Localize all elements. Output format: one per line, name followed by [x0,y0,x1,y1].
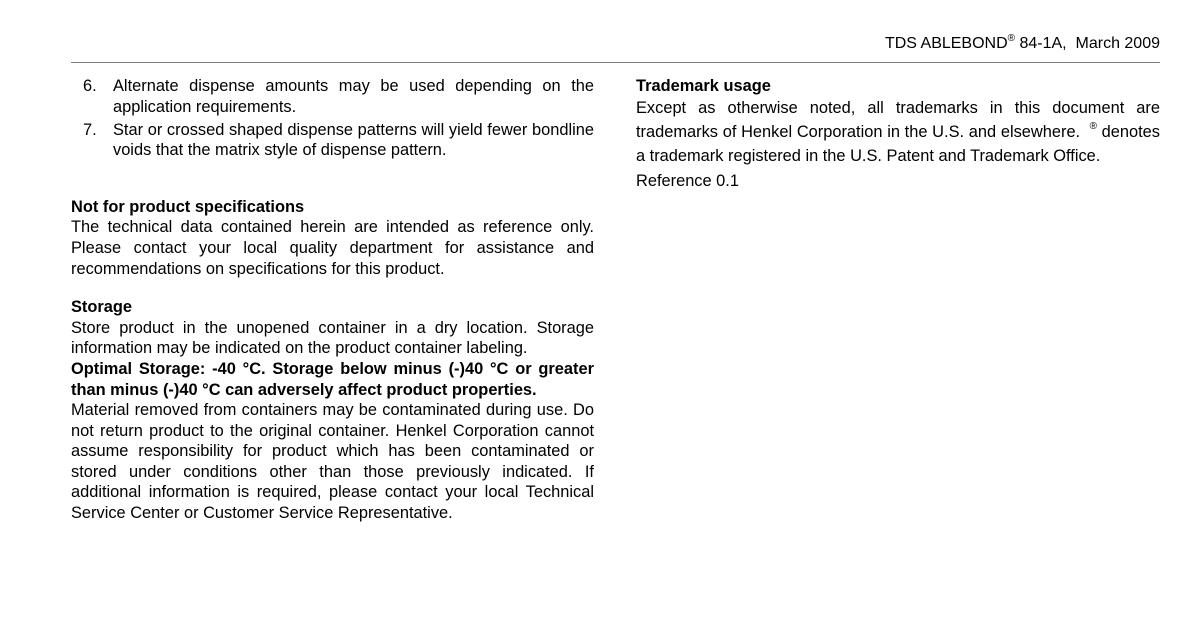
list-item [71,76,594,117]
right-column [636,76,1165,193]
list-item-number: 7. [83,120,97,139]
list-item-number: 6. [83,77,97,95]
spec-heading: Not for product specifications [71,197,305,216]
trademark-text [636,96,1165,169]
list-item-text: Star or crossed shaped dispense patterns will yield fewer bondline voids that the matrix style of dispense pattern. [113,120,594,160]
reference-number: Reference 0.1 [636,171,739,190]
list-item-text: Alternate dispense amounts may be used depending on the application requirements. [113,77,594,116]
header-divider [71,62,1160,63]
trademark-text-start: Except as otherwise noted, all trademarks in this document are trademarks of Henkel Corporation in the U.S. and elsewhere. [636,99,1165,142]
dispense-steps-list [71,76,594,161]
storage-text: Store product in the unopened container in a dry location. Storage information may be indicated on the product container labeling. [71,318,594,358]
document-version-date: 84-1A, March 2009 [1015,35,1160,52]
trademark-text-end: denotes a trademark registered in the U.S. Patent and Trademark Office. [636,123,1160,166]
spec-section [71,197,594,279]
left-column [71,76,594,524]
registered-mark: ® [1089,121,1097,133]
spec-text: The technical data contained herein are intended as reference only. Please contact your local quality department for assistance and recommendations on specifications for this product. [71,218,594,278]
registered-mark: ® [1007,33,1016,44]
document-title: TDS ABLEBOND [884,35,1008,52]
storage-section [71,297,594,524]
material-handling-text: Material removed from containers may be contaminated during use. Do not return product to the original container. Henkel Corporation cannot assume responsibility for product which has been contaminated or stored under conditions other than those previously indicated. If additional information is required, please contact your local Technical Service Center or Customer Service Representative. [71,401,594,523]
storage-heading: Storage [71,298,133,317]
document-header [71,34,1160,54]
optimal-storage-text: Optimal Storage: -40 °C. Storage below minus (-)40 °C or greater than minus (-)40 °C can adversely affect product properties. [71,359,594,399]
list-item [71,120,594,161]
trademark-heading: Trademark usage [636,77,771,95]
